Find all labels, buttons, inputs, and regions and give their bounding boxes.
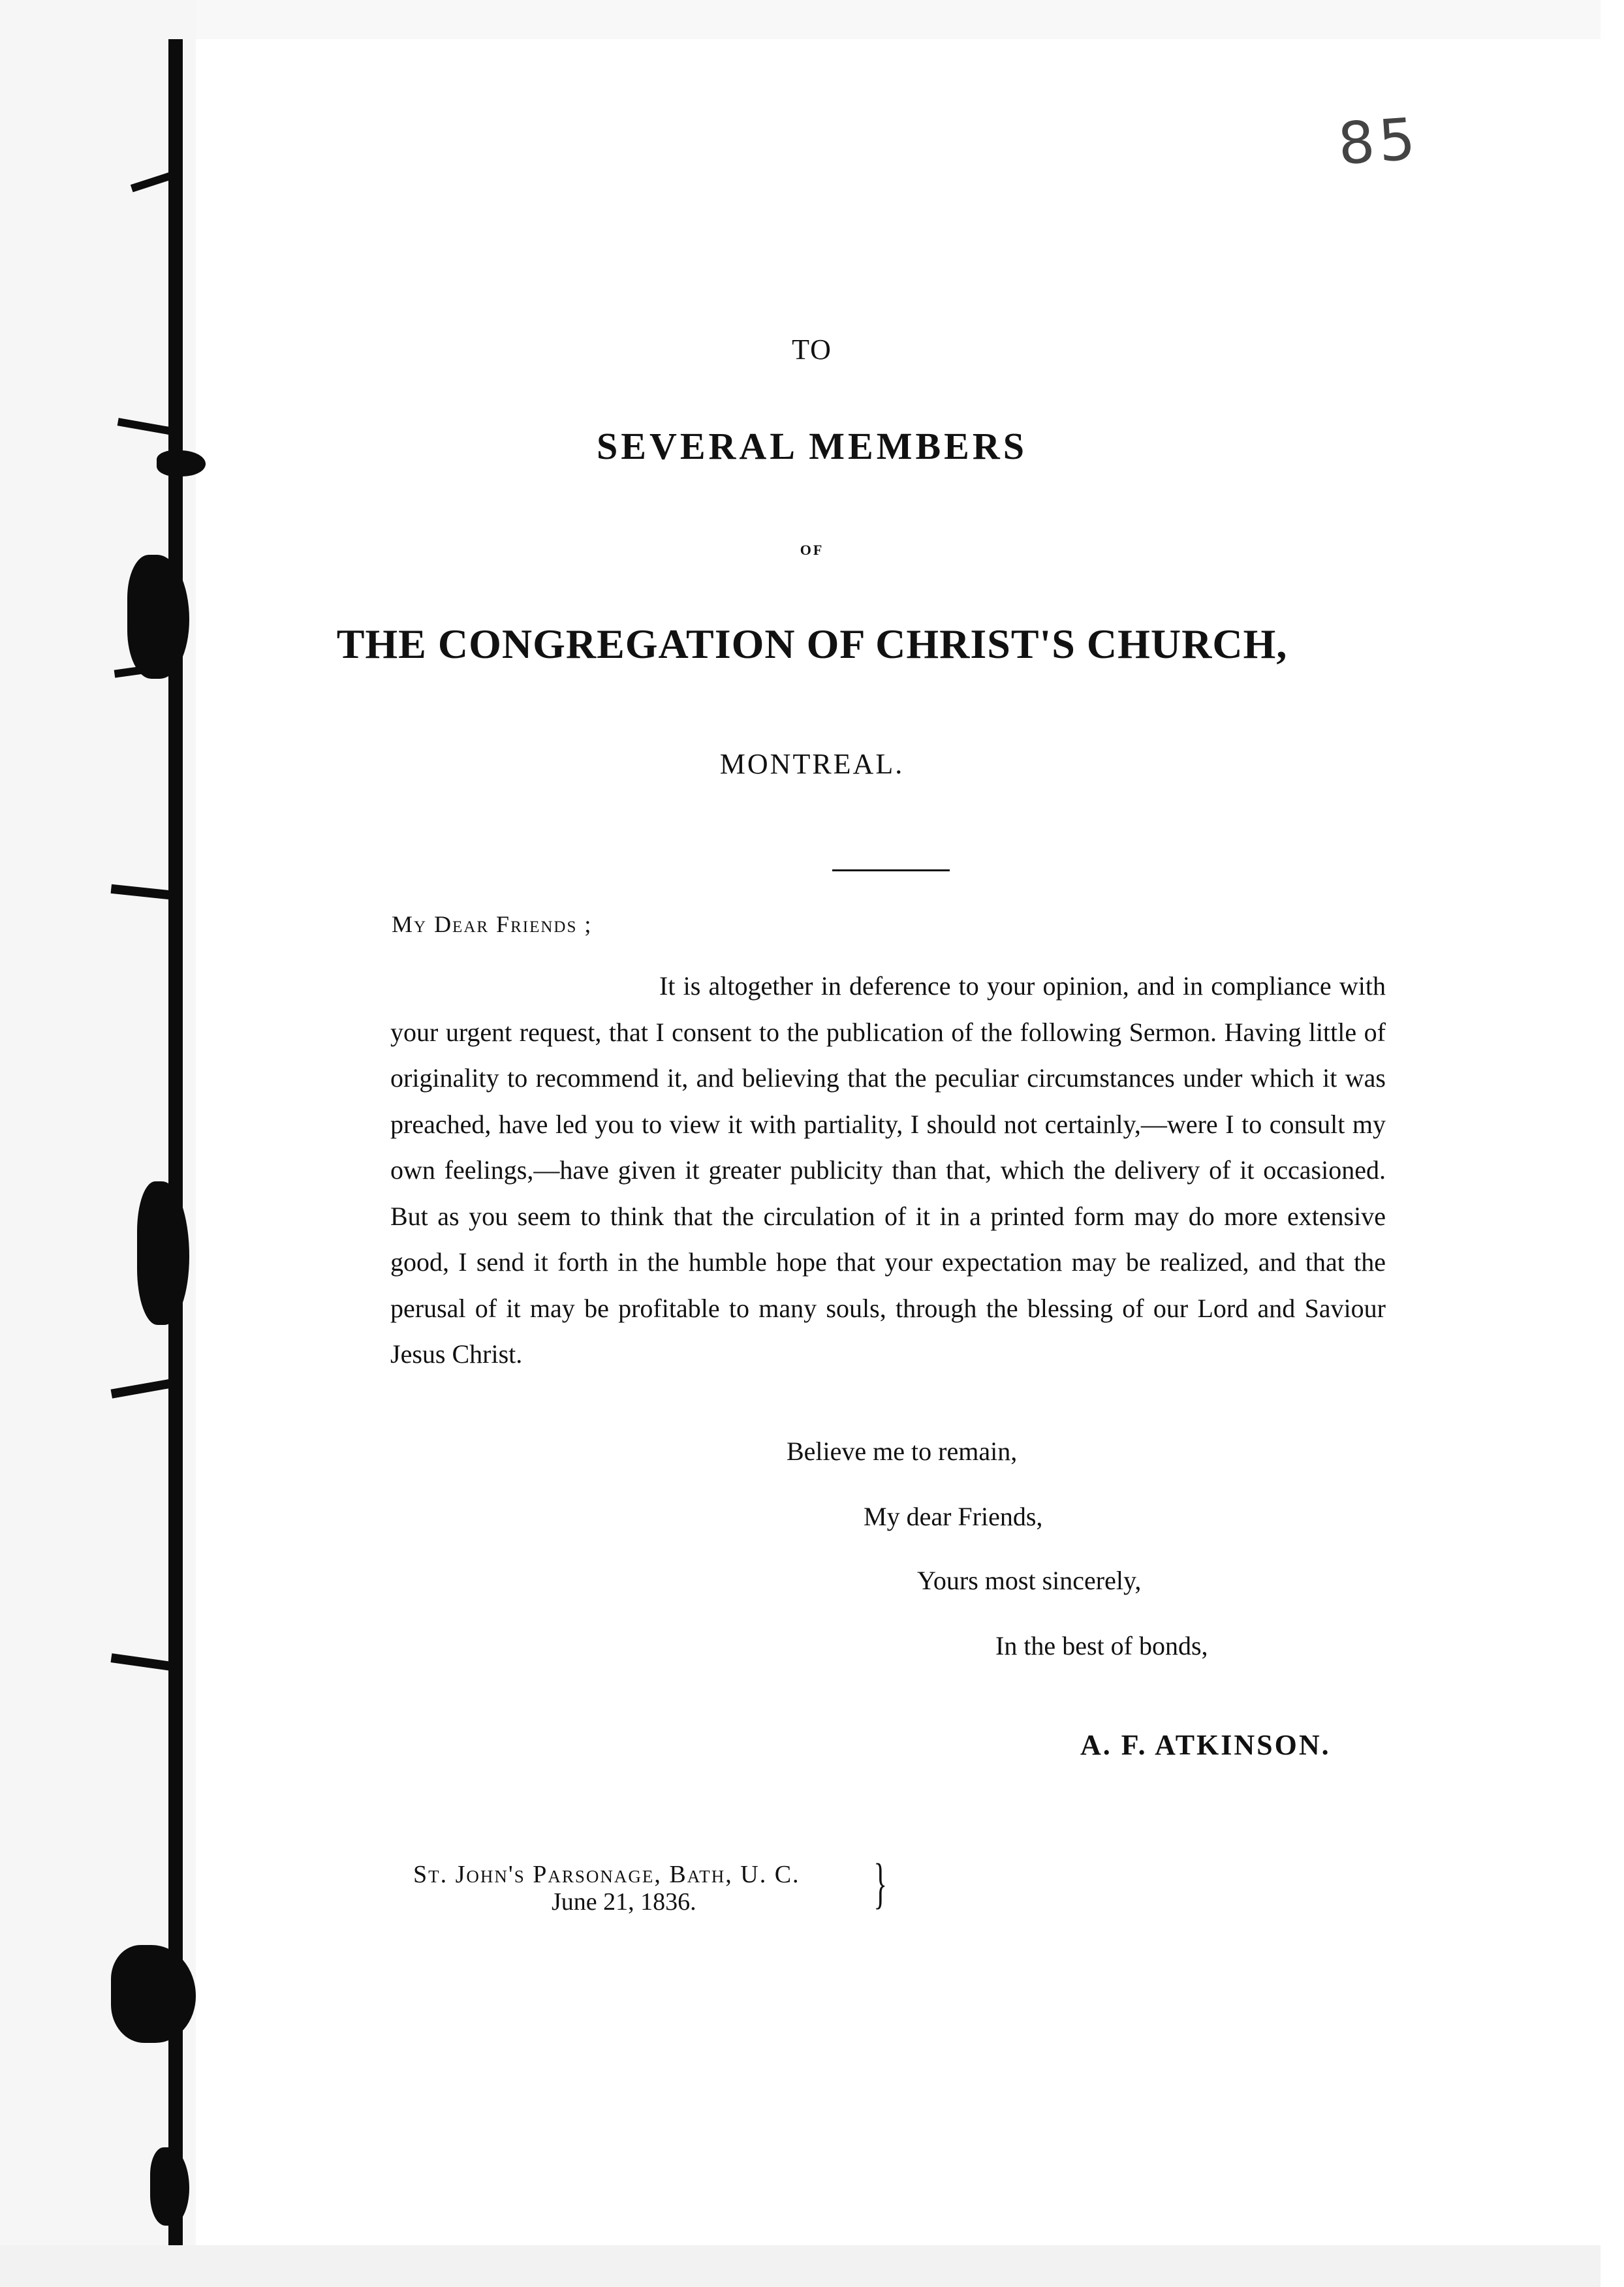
handwritten-number: 85 [1335, 104, 1422, 178]
binding-blot [111, 1945, 196, 2043]
divider-rule [832, 869, 950, 871]
heading-city: MONTREAL. [719, 748, 905, 780]
scan-top-margin [0, 0, 1624, 39]
closing-line: My dear Friends, [864, 1502, 1043, 1531]
closing-line: Believe me to remain, [787, 1437, 1018, 1466]
binding-blot [150, 2147, 189, 2226]
letter-body: It is altogether in deference to your opinion, and in compliance with your urgent request, that I consent to the publication of the following Sermon. Having little of originality to recommend it, and believing that the peculiar circumstances under which it was preached, have led you to view it with partiality, I should not certainly,—were I to consult my own feelings,—have given it greater publicity than that, which the delivery of it occasioned. But as you seem to think that the circulation of it in a printed form may do more extensive good, I send it forth in the humble hope that your expectation may be realized, and that the perusal of it may be profitable to many souls, through the blessing of our Lord and Saviour Jesus Christ. [390, 971, 1386, 1369]
brace-mark: } [873, 1852, 887, 1914]
closing-line: In the best of bonds, [995, 1631, 1208, 1660]
heading-congregation: THE CONGREGATION OF CHRIST'S CHURCH, [336, 621, 1288, 667]
heading-of: OF [800, 542, 824, 558]
salutation: My Dear Friends ; [392, 911, 593, 937]
heading-main: SEVERAL MEMBERS [597, 425, 1027, 467]
scan-bottom-margin [0, 2245, 1624, 2287]
heading-to: TO [792, 334, 832, 366]
date-line: June 21, 1836. [552, 1888, 696, 1916]
binding-edge [168, 39, 183, 2245]
closing-line: Yours most sincerely, [917, 1566, 1142, 1595]
signature: A. F. ATKINSON. [1080, 1729, 1331, 1761]
place-line: St. John's Parsonage, Bath, U. C. [413, 1861, 800, 1888]
